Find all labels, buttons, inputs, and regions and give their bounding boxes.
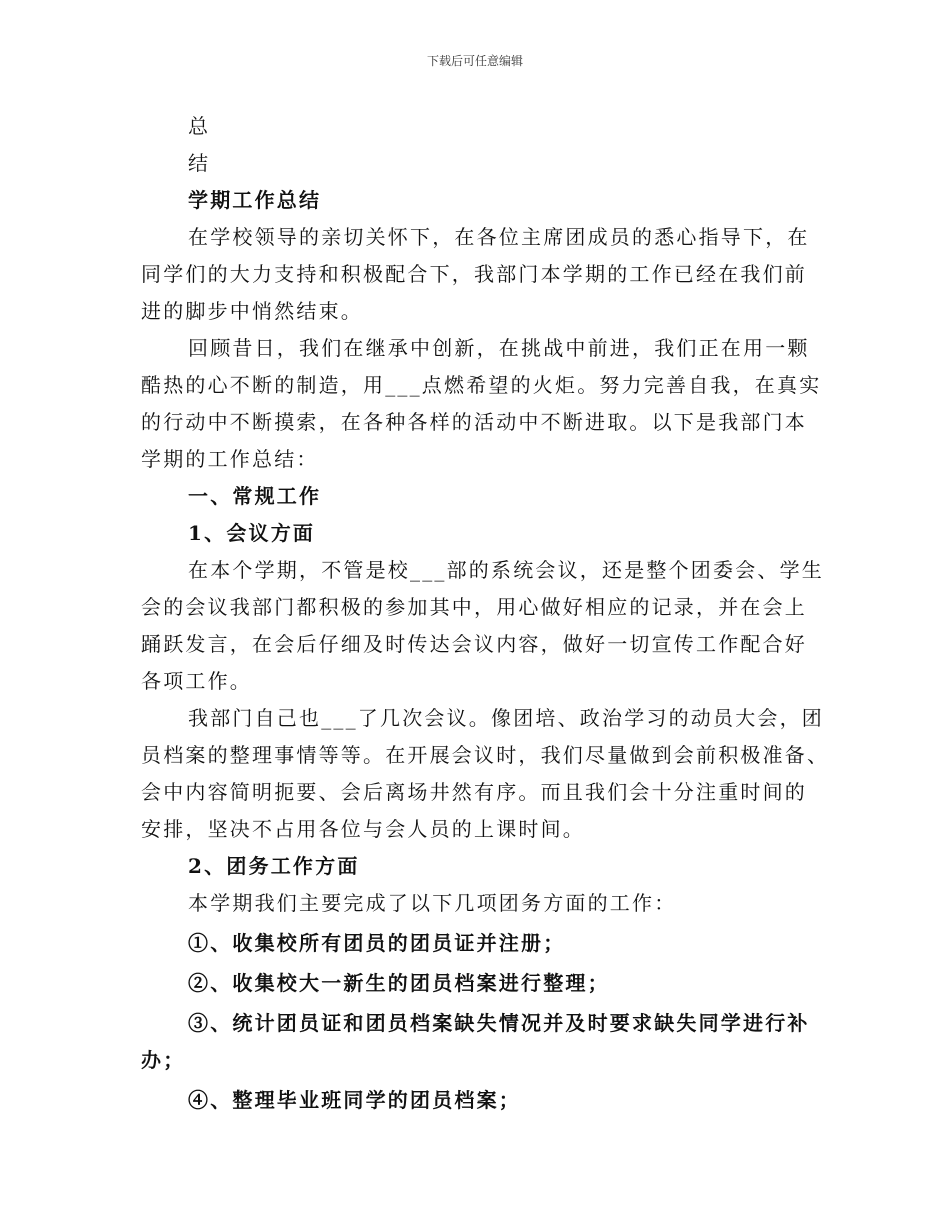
paragraph-line: 在学校领导的亲切关怀下，在各位主席团成员的悉心指导下，在 <box>188 225 810 249</box>
section-heading: 一、常规工作 <box>188 484 322 508</box>
paragraph-line: 学期的工作总结： <box>141 447 319 471</box>
page-header: 下载后可任意编辑 <box>426 54 523 68</box>
document-subtitle: 学期工作总结 <box>188 188 322 212</box>
paragraph-line: 本学期我们主要完成了以下几项团务方面的工作： <box>188 891 677 915</box>
paragraph-line: 酷热的心不断的制造，用___点燃希望的火炬。努力完善自我，在真实 <box>141 373 822 397</box>
paragraph-line: 各项工作。 <box>141 669 252 693</box>
list-item: ②、收集校大一新生的团员档案进行整理； <box>188 971 610 995</box>
paragraph-line: 会的会议我部门都积极的参加其中，用心做好相应的记录，并在会上 <box>141 595 807 619</box>
subsection-heading: 1、会议方面 <box>188 521 316 545</box>
paragraph-line: 会中内容简明扼要、会后离场井然有序。而且我们会十分注重时间的 <box>141 780 807 804</box>
title-char-2: 结 <box>188 151 211 175</box>
list-item: ①、收集校所有团员的团员证并注册； <box>188 931 566 955</box>
list-item-continuation: 办； <box>141 1048 186 1072</box>
paragraph-line: 员档案的整理事情等等。在开展会议时，我们尽量做到会前积极准备、 <box>141 743 830 767</box>
title-char-1: 总 <box>188 114 211 138</box>
paragraph-line: 回顾昔日，我们在继承中创新，在挑战中前进，我们正在用一颗 <box>188 336 810 360</box>
paragraph-line: 安排，坚决不占用各位与会人员的上课时间。 <box>141 817 585 841</box>
paragraph-line: 我部门自己也___了几次会议。像团培、政治学习的动员大会，团 <box>188 706 824 730</box>
paragraph-line: 在本个学期，不管是校___部的系统会议，还是整个团委会、学生 <box>188 558 824 582</box>
document-body <box>141 108 831 1119</box>
paragraph-line: 进的脚步中悄然结束。 <box>141 299 363 323</box>
paragraph-line: 同学们的大力支持和积极配合下，我部门本学期的工作已经在我们前 <box>141 262 807 286</box>
paragraph-line: 踊跃发言，在会后仔细及时传达会议内容，做好一切宣传工作配合好 <box>141 632 807 656</box>
subsection-heading: 2、团务工作方面 <box>188 854 360 878</box>
list-item: ④、整理毕业班同学的团员档案； <box>188 1088 521 1112</box>
list-item: ③、统计团员证和团员档案缺失情况并及时要求缺失同学进行补 <box>188 1011 810 1035</box>
paragraph-line: 的行动中不断摸索，在各种各样的活动中不断进取。以下是我部门本 <box>141 410 807 434</box>
